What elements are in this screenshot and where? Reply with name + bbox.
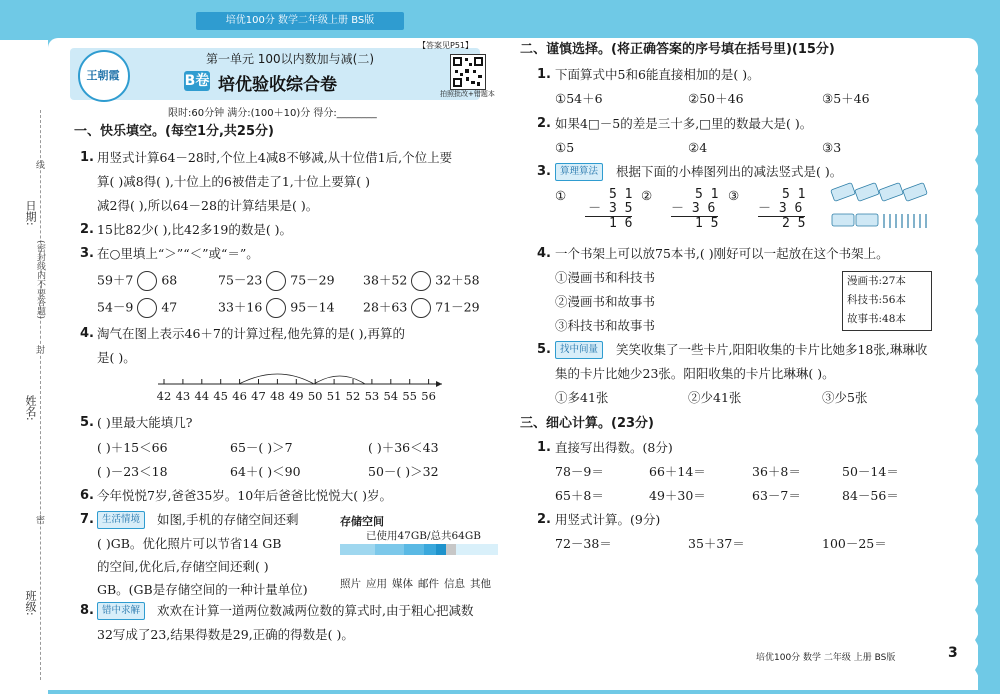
r-q3-option-label[interactable]: ② [641, 188, 653, 203]
storage-used-label: 已使用47GB/总共64GB [366, 530, 481, 542]
q7-line2: ( )GB。优化照片可以节省14 GB [97, 536, 282, 551]
q5-item: ( )＋36＜43 [368, 440, 439, 455]
legend-messages: 信息 [444, 578, 465, 590]
r-q2-text: 如果4□－5的差是三十多,□里的数最大是( )。 [555, 116, 813, 131]
legend-apps: 应用 [366, 578, 387, 590]
legend-mail: 邮件 [418, 578, 439, 590]
r-q3-tag: 算理算法 [555, 163, 603, 181]
storage-segment [436, 544, 446, 555]
compare-circle[interactable] [266, 298, 286, 318]
q8-tag: 错中求解 [97, 602, 145, 620]
q2-text: 15比82少( ),比42多19的数是( )。 [97, 222, 293, 237]
section-1-title: 一、快乐填空。(每空1分,共25分) [74, 124, 274, 139]
score-line: 限时:60分钟 满分:(100＋10)分 得分:________ [168, 108, 377, 119]
q4-number: 4. [80, 326, 94, 341]
top-band [0, 0, 1000, 40]
r-q4-number: 4. [537, 246, 551, 261]
q5-item: 65－( )＞7 [230, 440, 293, 455]
date-label: 日期: [24, 200, 37, 226]
answer-reference: 【答案见P51】 [418, 41, 474, 50]
c2-text: 用竖式计算。(9分) [555, 512, 661, 527]
r-q5-tag: 找中间量 [555, 341, 603, 359]
section-2-title: 二、谨慎选择。(将正确答案的序号填在括号里)(15分) [520, 42, 835, 57]
q1-line1: 用竖式计算64－28时,个位上4减8不够减,从十位借1后,个位上要 [97, 150, 453, 165]
number-line-label: 42 [156, 389, 172, 403]
r-q3-option-label[interactable]: ① [555, 188, 567, 203]
q7-line3: 的空间,优化后,存储空间还剩( ) [97, 559, 269, 574]
storage-segment [424, 544, 436, 555]
q4-line2: 是( )。 [97, 350, 136, 365]
number-line-label: 56 [421, 389, 436, 403]
calc-item: 49＋30＝ [649, 488, 706, 503]
r-q4-option[interactable]: ①漫画书和科技书 [555, 270, 656, 285]
q7-line1: 如图,手机的存储空间还剩 [157, 512, 299, 527]
number-line-label: 46 [232, 389, 247, 403]
qr-caption: 拍照批改+错题本 [440, 90, 495, 98]
r-q5-option[interactable]: ③少5张 [822, 390, 868, 405]
compare-item: 38＋52 32＋58 [363, 271, 480, 291]
vertical-subtraction: 5 1 － 3 6 1 5 [671, 187, 719, 231]
r-q4-text: 一个书架上可以放75本书,( )刚好可以一起放在这个书架上。 [555, 246, 889, 261]
legend-other: 其他 [470, 578, 491, 590]
c1-number: 1. [537, 440, 551, 455]
r-q5-option[interactable]: ②少41张 [688, 390, 742, 405]
r-q2-option[interactable]: ①5 [555, 140, 575, 155]
storage-segment [446, 544, 456, 555]
r-q4-option[interactable]: ②漫画书和故事书 [555, 294, 656, 309]
number-line-label: 48 [270, 389, 285, 403]
wavy-border [975, 40, 1000, 694]
qr-code-icon[interactable] [450, 54, 486, 90]
r-q3-text: 根据下面的小棒图列出的减法竖式是( )。 [616, 164, 843, 179]
compare-circle[interactable] [266, 271, 286, 291]
r-q2-option[interactable]: ②4 [688, 140, 708, 155]
seal-note: (密封线内不要答题) [35, 240, 45, 320]
q5-item: ( )＋15＜66 [97, 440, 168, 455]
q3-number: 3. [80, 246, 94, 261]
q6-number: 6. [80, 488, 94, 503]
calc-item: 63－7＝ [752, 488, 801, 503]
q2-number: 2. [80, 222, 94, 237]
main-title: 培优验收综合卷 [218, 75, 337, 95]
name-label: 姓名: [24, 395, 37, 421]
column-calc-item: 35＋37＝ [688, 536, 745, 551]
binding-dashed-line [40, 110, 41, 680]
science-books-count: 科技书:56本 [847, 294, 906, 306]
number-line-label: 45 [213, 389, 228, 403]
top-banner: 培优100分 数学二年级上册 BS版 [196, 12, 404, 30]
compare-circle[interactable] [137, 298, 157, 318]
compare-item: 28＋63 71－29 [363, 298, 480, 318]
compare-circle[interactable] [411, 298, 431, 318]
calc-item: 65＋8＝ [555, 488, 604, 503]
c2-number: 2. [537, 512, 551, 527]
r-q1-option[interactable]: ①54＋6 [555, 91, 603, 106]
page-number: 3 [948, 645, 958, 661]
seal-secret-char: 密 [34, 515, 44, 524]
r-q5-number: 5. [537, 342, 551, 357]
r-q5-line2: 集的卡片比她少23张。阳阳收集的卡片比琳琳( )。 [555, 366, 835, 381]
legend-media: 媒体 [392, 578, 413, 590]
legend-photos: 照片 [340, 578, 361, 590]
calc-item: 66＋14＝ [649, 464, 706, 479]
q1-line3: 减2得( ),所以64－28的计算结果是( )。 [97, 198, 319, 213]
r-q2-option[interactable]: ③3 [822, 140, 842, 155]
r-q5-line1: 笑笑收集了一些卡片,阳阳收集的卡片比她多18张,琳琳收 [616, 342, 928, 357]
footer: 培优100分 数学 二年级 上册 BS版 [756, 653, 896, 663]
calc-item: 36＋8＝ [752, 464, 801, 479]
number-line-label: 51 [326, 389, 342, 403]
storage-title: 存储空间 [340, 515, 384, 528]
storage-bar [340, 544, 498, 555]
number-line-label: 53 [364, 389, 380, 403]
q3-text: 在○里填上“＞”“＜”或“＝”。 [97, 246, 259, 261]
q7-number: 7. [80, 512, 94, 527]
c1-text: 直接写出得数。(8分) [555, 440, 673, 455]
story-books-count: 故事书:48本 [847, 313, 906, 325]
unit-title: 第一单元 100以内数加与减(二) [205, 52, 375, 66]
r-q5-option[interactable]: ①多41张 [555, 390, 609, 405]
q5-text: ( )里最大能填几? [97, 415, 193, 430]
q6-text: 今年悦悦7岁,爸爸35岁。10年后爸爸比悦悦大( )岁。 [97, 488, 392, 503]
number-line-label: 49 [288, 389, 304, 403]
compare-circle[interactable] [137, 271, 157, 291]
compare-item: 59＋7 68 [97, 271, 177, 291]
r-q1-number: 1. [537, 67, 551, 82]
number-line-label: 50 [307, 389, 323, 403]
seal-seal-char: 封 [34, 345, 44, 354]
q8-line2: 32写成了23,结果得数是29,正确的得数是( )。 [97, 627, 354, 642]
q5-item: ( )－23＜18 [97, 464, 168, 479]
r-q1-text: 下面算式中5和6能直接相加的是( )。 [555, 67, 760, 82]
storage-legend [340, 576, 496, 592]
q7-line4: GB。(GB是存储空间的一种计量单位) [97, 582, 308, 597]
compare-circle[interactable] [411, 271, 431, 291]
q5-item: 64＋( )＜90 [230, 464, 301, 479]
q7-tag: 生活情境 [97, 511, 145, 529]
calc-item: 84－56＝ [842, 488, 899, 503]
number-line-label: 52 [345, 389, 361, 403]
r-q4-option[interactable]: ③科技书和故事书 [555, 318, 656, 333]
q1-number: 1. [80, 150, 94, 165]
book-count-box [842, 271, 932, 331]
stick-bundles-image [828, 180, 938, 240]
class-label: 班级: [24, 590, 37, 616]
q5-item: 50－( )＞32 [368, 464, 439, 479]
q1-line2: 算( )减8得( ),十位上的6被借走了1,十位上要算( ) [97, 174, 370, 189]
calc-item: 50－14＝ [842, 464, 899, 479]
vertical-subtraction: 5 1 － 3 6 2 5 [758, 187, 806, 231]
number-line-label: 55 [402, 389, 417, 403]
volume-badge: B卷 [184, 73, 210, 89]
r-q3-option-label[interactable]: ③ [728, 188, 740, 203]
r-q1-option[interactable]: ③5＋46 [822, 91, 870, 106]
q5-number: 5. [80, 415, 94, 430]
number-line-label: 47 [251, 389, 266, 403]
compare-item: 54－9 47 [97, 298, 177, 318]
q8-line1: 欢欢在计算一道两位数减两位数的算式时,由于粗心把减数 [157, 603, 474, 618]
calc-item: 78－9＝ [555, 464, 604, 479]
comic-books-count: 漫画书:27本 [847, 275, 906, 287]
storage-segment [375, 544, 405, 555]
q4-line1: 淘气在图上表示46＋7的计算过程,他先算的是( ),再算的 [97, 326, 406, 341]
column-calc-item: 72－38＝ [555, 536, 612, 551]
number-line-label: 43 [175, 389, 191, 403]
number-line-label: 44 [194, 389, 210, 403]
r-q3-number: 3. [537, 164, 551, 179]
section-3-title: 三、细心计算。(23分) [520, 416, 654, 431]
seal-line-char: 线 [34, 160, 44, 169]
storage-segment [340, 544, 375, 555]
q8-number: 8. [80, 603, 94, 618]
compare-item: 75－23 75－29 [218, 271, 335, 291]
r-q2-number: 2. [537, 116, 551, 131]
logo-text: 王朝霞 [86, 69, 120, 82]
column-calc-item: 100－25＝ [822, 536, 887, 551]
r-q1-option[interactable]: ②50＋46 [688, 91, 744, 106]
compare-item: 33＋16 95－14 [218, 298, 335, 318]
number-line-label: 54 [383, 389, 399, 403]
vertical-subtraction: 5 1 － 3 5 1 6 [585, 188, 632, 231]
storage-segment [404, 544, 424, 555]
